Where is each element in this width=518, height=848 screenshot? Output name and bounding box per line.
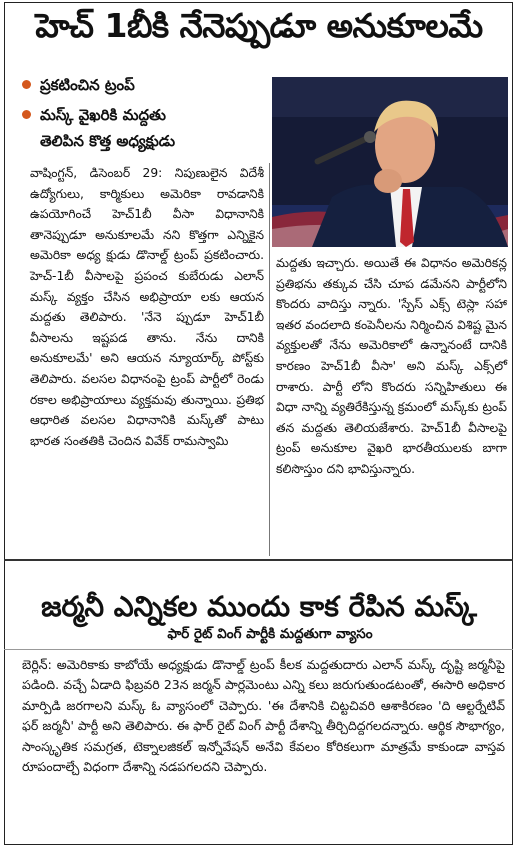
article2-subheadline: ఫార్‌ రైట్‌ వింగ్‌ పార్టీకి మద్దతుగా వ్యాసం	[167, 626, 373, 642]
article1-body-right: మద్దతు ఇచ్చారు. అయితే ఈ విధానం అమెరికన్ల ప్రతిభను తక్కువ చేసి చూప డమేనని పార్టీలోని కొందరు వాదిస్తు న్నారు. 'స్పేస్‌ ఎక్స్‌ టెస్లా సహా ఇతర వందలాది కంపెనీలను నిర్మించిన విశిష్ట మైన వ్యక్తులతో నేను అమెరికాలో ఉన్నానంటే దానికి కారణం హెచ్‌1బీ వీసా' అని మస్క్‌ ఎక్స్‌లో రాశారు. పార్టీ లోని కొందరు సన్నిహితులు ఈ విధా నాన్ని వ్యతిరేకిస్తున్న క్రమంలో మస్క్‌కు ట్రంప్‌ తన మద్దతు తెలియజేశారు. హెచ్‌1బీ వీసాలపై ట్రంప్‌ అనుకూల వైఖరి భారతీయులకు బాగా కలిసొస్తుం దని భావిస్తున్నారు.	[276, 256, 507, 476]
bullet-text: తెలిపిన కొత్త అధ్యక్షుడు	[40, 132, 176, 150]
article2-headline: జర్మనీ ఎన్నికల ముందు కాక రేపిన మస్క్‌	[41, 590, 477, 623]
bullet-text: ప్రకటించిన ట్రంప్‌	[40, 76, 135, 94]
bullet-item	[22, 105, 267, 125]
article1-body-left: వాషింగ్టన్‌, డిసెంబర్‌ 29: నిపుణులైన విదేశీ ఉద్యోగులు, కార్మికులు అమెరికా రావడానికి ఉపయోగించే హెచ్‌1బీ వీసా విధానానికి తానెప్పుడూ అనుకూలమే నని కొత్తగా ఎన్నికైన అమెరికా అధ్య క్షుడు డొనాల్డ్‌ ట్రంప్‌ ప్రకటించారు. హెచ్‌-1బీ వీసాలపై ప్రపంచ కుబేరుడు ఎలాన్‌ మస్క్‌ వ్యక్తం చేసిన అభిప్రాయా లకు ఆయన మద్దతు తెలిపారు. 'నేనె ప్పుడూ హెచ్‌1బీ వీసాలను ఇష్టపడ తాను. నేను దానికి అనుకూలమే' అని ఆయన న్యూయార్క్‌ పోస్ట్‌కు తెలిపారు. వలసల విధానంపై ట్రంప్‌ పార్టీలో రెండు రకాల అభిప్రాయాలు వ్యక్తమవు తున్నాయి. ప్రతిభ ఆధారిత వలసల విధానానికి మస్క్‌తో పాటు భారత సంతతికి చెందిన వివేక్‌ రామస్వామి	[30, 166, 264, 448]
article1-bullets	[22, 75, 267, 161]
article2-body: బెర్లిన్‌: అమెరికాకు కాబోయే అధ్యక్షుడు డొనాల్డ్‌ ట్రంప్‌ కీలక మద్దతుదారు ఎలాన్‌ మస్క్‌ దృష్టి జర్మనీపై పడింది. వచ్చే ఏడాది ఫిబ్రవరి 23న జర్మన్‌ పార్లమెంటు ఎన్ని కలు జరుగుతుండటంతో, ఈసారి అధికార మార్పిడి జరగాలని మస్క్‌ ఓ వ్యాసంలో చెప్పారు. 'ఈ దేశానికి చిట్టచివరి ఆశాకిరణం 'ది ఆల్టర్నేటివ్‌ ఫర్‌ జర్మనీ' పార్టీ అని తెలిపారు. ఈ ఫార్‌ రైట్‌ వింగ్‌ పార్టీ దేశాన్ని తీర్చిదిద్దగలదన్నారు. ఆర్థిక సౌభాగ్యం, సాంస్కృతిక సమగ్రత, టెక్నాలజికల్‌ ఇన్నోవేషన్‌ అనేవి కేవలం కోరికలుగా మాత్రమే కాకుండా వాస్తవ రూపందాల్చే విధంగా దేశాన్ని నడపగలదని చెప్పారు.	[22, 657, 505, 775]
article1-headline: హెచ్‌ 1బీకి నేనెప్పుడూ అనుకూలమే	[35, 6, 483, 45]
subheadline-divider	[4, 649, 513, 650]
photo-illustration	[272, 77, 508, 247]
bullet-dot-icon	[22, 110, 31, 119]
bullet-text: మస్క్‌ వైఖరికి మద్దతు	[40, 106, 166, 124]
column-divider	[269, 163, 270, 556]
article-separator	[4, 559, 513, 561]
bullet-item	[22, 75, 267, 95]
article1-photo	[272, 77, 508, 247]
bullet-dot-icon	[22, 80, 31, 89]
bullet-item-continued	[22, 131, 267, 151]
